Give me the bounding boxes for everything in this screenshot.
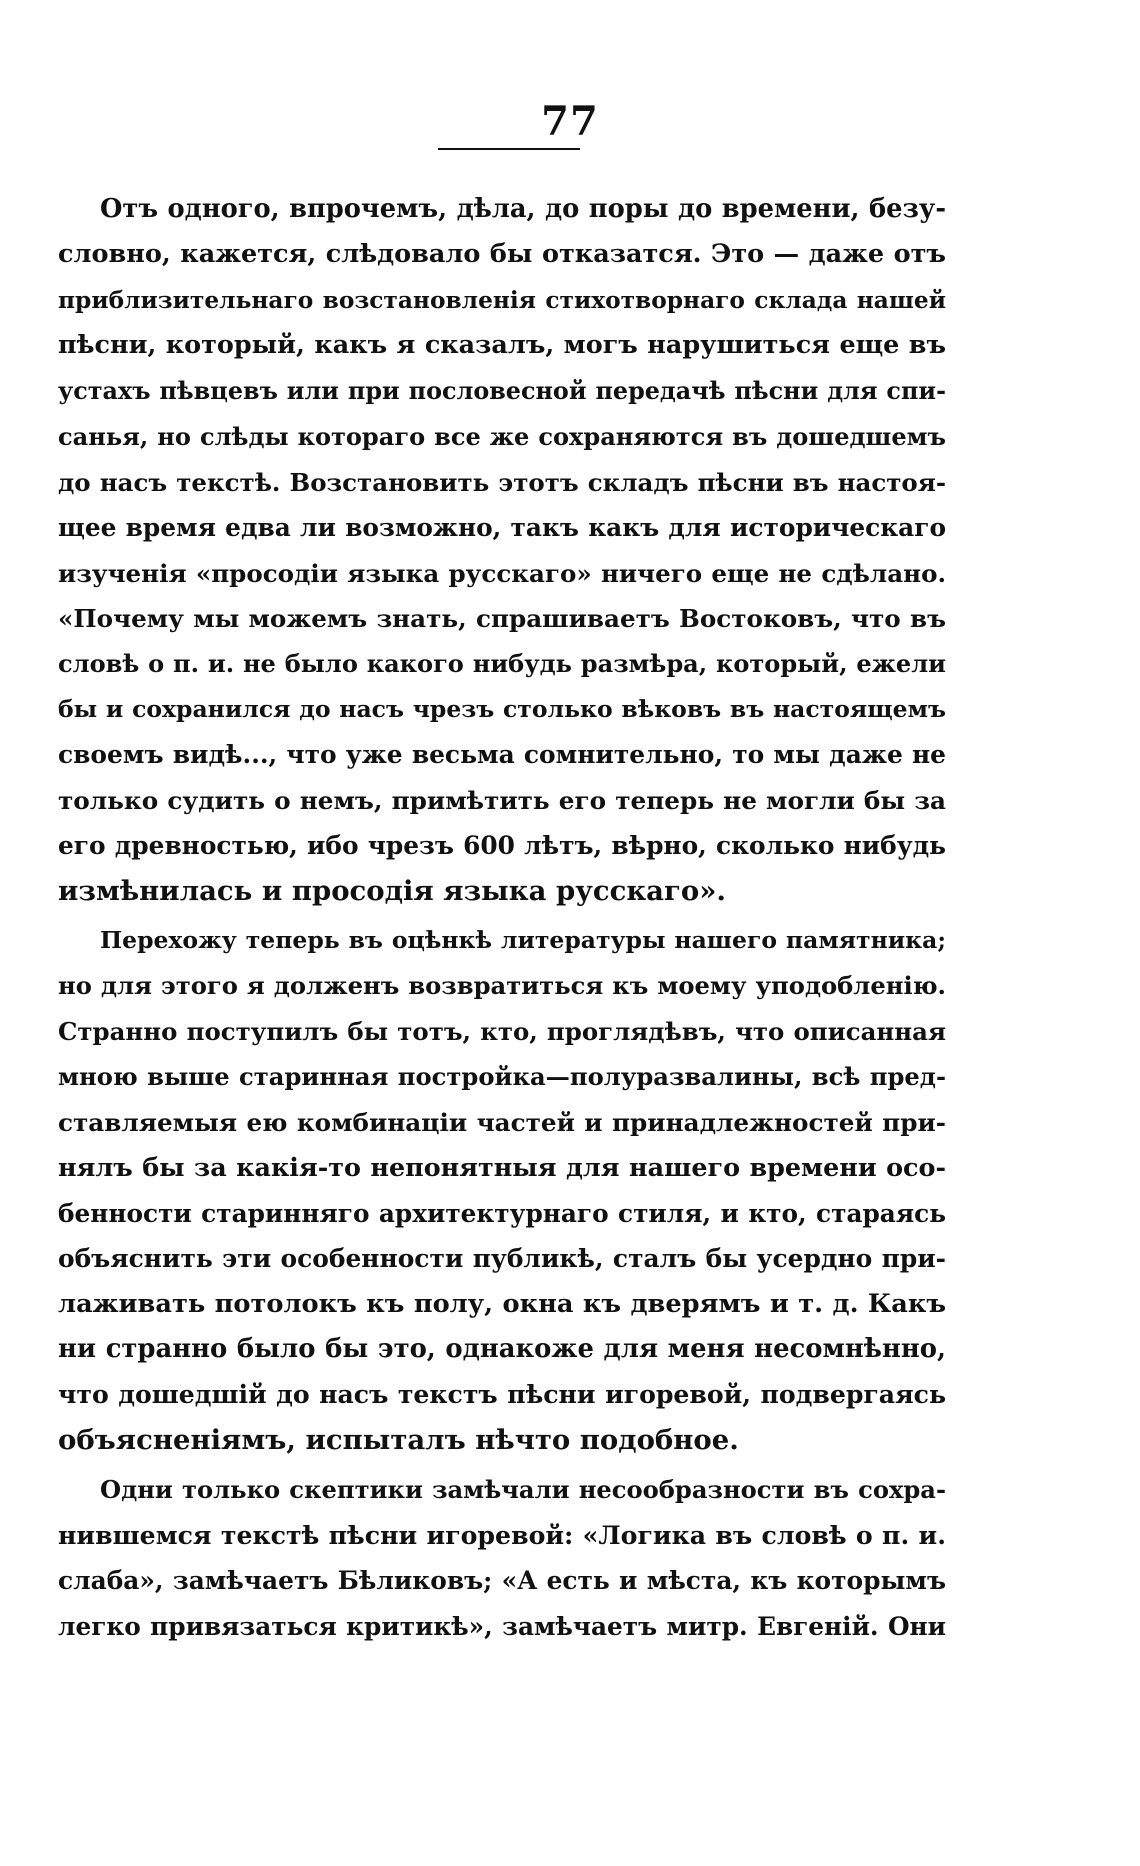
text-line: нялъ бы за какія-то непонятныя для нашего времени осо-	[58, 1152, 946, 1183]
page-number-rule	[438, 148, 580, 150]
text-line: Перехожу теперь въ оцѣнкѣ литературы нашего памятника;	[100, 926, 946, 954]
text-line: пѣсни, который, какъ я сказалъ, могъ нарушиться еще въ	[58, 330, 946, 361]
text-line: слаба», замѣчаетъ Бѣликовъ; «А есть и мѣста, къ которымъ	[58, 1566, 946, 1596]
text-line: словно, кажется, слѣдовало бы отказатся. Это — даже отъ	[58, 239, 946, 270]
body-text	[58, 187, 946, 1649]
text-line: приблизительнаго возстановленія стихотворнаго склада нашей	[58, 286, 946, 314]
page-number: 77	[541, 98, 599, 145]
text-line: измѣнилась и просодія языка русскаго».	[58, 874, 726, 907]
paragraph-3	[58, 1467, 946, 1649]
text-line: легко привязаться критикѣ», замѣчаетъ митр. Евгеній. Они	[58, 1611, 946, 1641]
text-line: ни странно было бы это, однакоже для меня несомнѣнно,	[58, 1333, 946, 1364]
text-line: своемъ видѣ..., что уже весьма сомнительно, то мы даже не	[58, 740, 946, 770]
text-line: объяснить эти особенности публикѣ, сталъ бы усердно при-	[58, 1244, 946, 1274]
text-line: Отъ одного, впрочемъ, дѣла, до поры до времени, безу-	[100, 194, 946, 224]
text-line: мною выше старинная постройка—полуразвалины, всѣ пред-	[58, 1062, 946, 1092]
paragraph-1	[58, 187, 946, 914]
text-line: объясненіямъ, испыталъ нѣчто подобное.	[58, 1423, 739, 1456]
text-line: бы и сохранился до насъ чрезъ столько вѣковъ въ настоящемъ	[58, 694, 946, 723]
text-line: нившемся текстѣ пѣсни игоревой: «Логика въ словѣ о п. и.	[58, 1519, 946, 1550]
text-line: Одни только скептики замѣчали несообразности въ сохра-	[100, 1475, 946, 1505]
paragraph-2	[58, 918, 946, 1463]
text-line: устахъ пѣвцевъ или при пословесной передачѣ пѣсни для спи-	[58, 376, 946, 405]
text-line: его древностью, ибо чрезъ 600 лѣтъ, вѣрно, сколько нибудь	[58, 831, 946, 861]
text-line: бенности старинняго архитектурнаго стиля, и кто, стараясь	[58, 1198, 946, 1228]
text-line: щее время едва ли возможно, такъ какъ для историческаго	[58, 513, 946, 543]
text-line: ставляемыя ею комбинаціи частей и принадлежностей при-	[58, 1107, 946, 1137]
text-line: словѣ о п. и. не было какого нибудь размѣра, который, ежели	[58, 649, 946, 679]
text-line: «Почему мы можемъ знать, спрашиваетъ Востоковъ, что въ	[58, 603, 946, 633]
text-line: изученія «просодіи языка русскаго» ничего еще не сдѣлано.	[58, 558, 946, 588]
text-line: лаживать потолокъ къ полу, окна къ дверямъ и т. д. Какъ	[58, 1288, 946, 1319]
text-line: но для этого я долженъ возвратиться къ моему уподобленію.	[58, 971, 946, 1001]
text-line: санья, но слѣды котораго все же сохраняются въ дошедшемъ	[58, 422, 946, 452]
text-line: только судить о немъ, примѣтить его теперь не могли бы за	[58, 785, 946, 815]
text-line: что дошедшій до насъ текстъ пѣсни игоревой, подвергаясь	[58, 1379, 946, 1410]
text-line: до насъ текстѣ. Возстановить этотъ складъ пѣсни въ настоя-	[58, 467, 946, 497]
text-line: Странно поступилъ бы тотъ, кто, проглядѣвъ, что описанная	[58, 1016, 946, 1046]
